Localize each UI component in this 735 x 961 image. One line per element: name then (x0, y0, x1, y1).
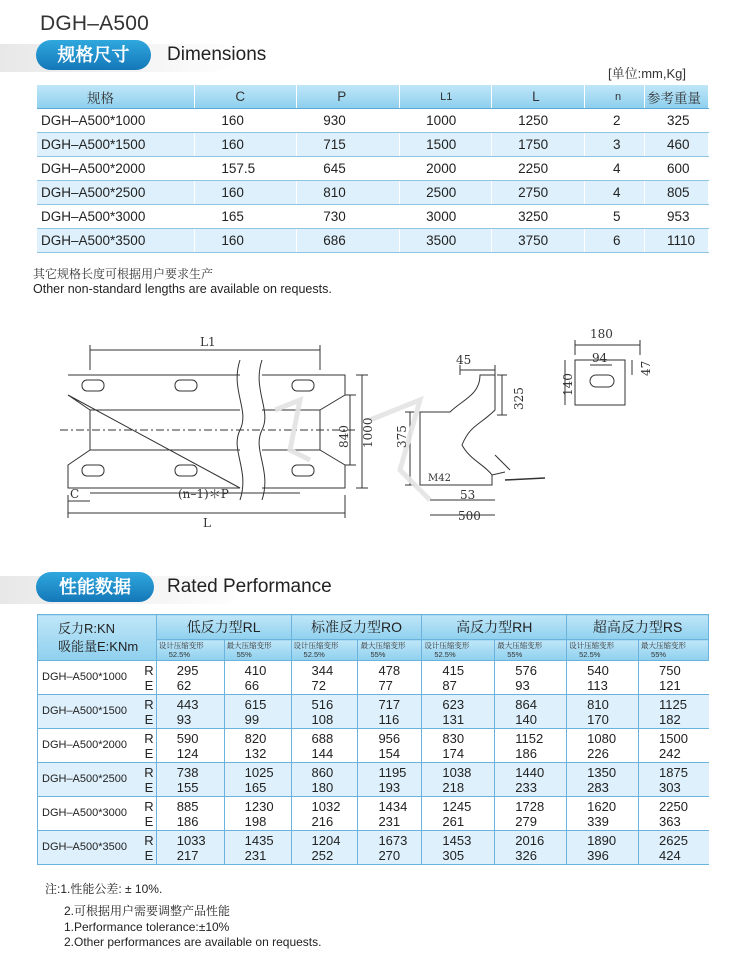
energy-value: 303 (659, 779, 681, 795)
label-np: (n–1)＊P (178, 487, 229, 501)
dim-cell: 645 (297, 157, 400, 181)
energy-value: 182 (659, 711, 681, 727)
energy-value: 216 (311, 813, 334, 829)
label-53: 53 (460, 488, 476, 502)
reaction-value: 1434 (378, 798, 408, 814)
dim-cell: 460 (645, 133, 709, 157)
energy-value: 305 (442, 847, 465, 863)
perf-table-row (38, 661, 709, 695)
reaction-value: 1673 (378, 832, 408, 848)
energy-value: 108 (311, 711, 334, 727)
dim-cell: 1250 (492, 109, 585, 133)
perf-cell-model: DGH–A500*3000 (38, 797, 143, 831)
perf-cell (358, 661, 422, 695)
perf-cell-re (142, 729, 156, 763)
dim-cell-model: DGH–A500*3500 (37, 229, 195, 253)
dim-cell: 1750 (492, 133, 585, 157)
dim-cell: 730 (297, 205, 400, 229)
e-label: E (144, 677, 154, 693)
perf-cell (358, 695, 422, 729)
perf-cell (358, 763, 422, 797)
sub-header-design (422, 640, 495, 661)
perf-cell (567, 797, 639, 831)
sub-header-label: 最大压缩变形 (497, 641, 543, 650)
dim-cell-model: DGH–A500*2500 (37, 181, 195, 205)
energy-value: 116 (378, 711, 400, 727)
group-rh: 高反力型RH (422, 615, 567, 640)
reaction-value: 1245 (442, 798, 472, 814)
label-500: 500 (458, 509, 481, 523)
performance-table (37, 614, 709, 865)
dim-cell: 160 (195, 229, 297, 253)
dim-cell: 160 (195, 133, 297, 157)
reaction-value: 1125 (659, 696, 687, 712)
energy-value: 121 (659, 677, 681, 693)
reaction-value: 1204 (311, 832, 341, 848)
dim-cell: 2250 (492, 157, 585, 181)
corner-reaction-label: 反力R:KN (58, 620, 116, 636)
energy-value: 231 (244, 847, 267, 863)
dim-cell: 5 (585, 205, 645, 229)
perf-cell (495, 831, 567, 865)
dim-cell-model: DGH–A500*2000 (37, 157, 195, 181)
col-header: 规格 (37, 85, 195, 109)
reaction-value: 415 (442, 662, 465, 678)
perf-cell (291, 763, 358, 797)
dim-cell: 600 (645, 157, 709, 181)
mounting-plate-view (565, 340, 640, 405)
perf-cell (495, 661, 567, 695)
energy-value: 396 (587, 847, 609, 863)
group-rl: 低反力型RL (156, 615, 291, 640)
energy-value: 193 (378, 779, 401, 795)
perf-cell (156, 797, 224, 831)
perf-cell-model: DGH–A500*2000 (38, 729, 143, 763)
perf-cell (224, 797, 291, 831)
dim-cell: 160 (195, 109, 297, 133)
energy-value: 270 (378, 847, 401, 863)
unit-label: [单位:mm,Kg] (608, 66, 687, 81)
energy-value: 113 (587, 677, 608, 693)
col-header: n (585, 85, 645, 109)
perf-cell (291, 797, 358, 831)
sub-header-pct: 52.5% (579, 650, 601, 659)
col-header: P (297, 85, 400, 109)
perf-cell (358, 797, 422, 831)
perf-cell (567, 729, 639, 763)
performance-title-cn: 性能数据 (36, 572, 154, 602)
col-header: L (492, 85, 585, 109)
label-m42: M42 (428, 473, 451, 484)
reaction-value: 1453 (442, 832, 472, 848)
energy-value: 155 (176, 779, 199, 795)
perf-cell-re (142, 695, 156, 729)
perf-cell-re (142, 797, 156, 831)
reaction-value: 344 (311, 662, 334, 678)
reaction-value: 1890 (587, 832, 617, 848)
dim-cell: 715 (297, 133, 400, 157)
energy-value: 165 (244, 779, 267, 795)
energy-value: 261 (442, 813, 465, 829)
perf-cell (291, 831, 358, 865)
dim-cell: 4 (585, 157, 645, 181)
perf-cell (639, 695, 709, 729)
reaction-value: 478 (378, 662, 401, 678)
e-label: E (144, 813, 154, 829)
reaction-value: 717 (378, 696, 401, 712)
dim-cell: 157.5 (195, 157, 297, 181)
dim-table-row (37, 133, 709, 157)
dim-cell: 3250 (492, 205, 585, 229)
reaction-value: 1875 (659, 764, 688, 780)
dim-note-en: Other non-standard lengths are available on requests. (33, 282, 332, 296)
col-header: C (195, 85, 297, 109)
energy-value: 198 (244, 813, 267, 829)
reaction-value: 1033 (176, 832, 206, 848)
energy-value: 231 (378, 813, 401, 829)
dim-cell: 2000 (400, 157, 492, 181)
dim-cell: 3500 (400, 229, 492, 253)
footnote-cn-2: 2.可根据用户需要调整产品性能 (64, 904, 231, 918)
perf-cell (358, 729, 422, 763)
dim-cell: 2 (585, 109, 645, 133)
sub-header-label: 最大压缩变形 (641, 641, 687, 650)
energy-value: 186 (176, 813, 199, 829)
r-label: R (144, 832, 154, 848)
reaction-value: 1080 (587, 730, 617, 746)
label-47: 47 (639, 360, 653, 376)
label-C: C (70, 487, 80, 501)
perf-cell (291, 661, 358, 695)
reaction-value: 1350 (587, 764, 617, 780)
reaction-value: 2250 (659, 798, 688, 814)
sub-header-label: 设计压缩变形 (424, 641, 470, 650)
energy-value: 252 (311, 847, 334, 863)
reaction-value: 688 (311, 730, 334, 746)
perf-cell (639, 661, 709, 695)
dim-cell: 2750 (492, 181, 585, 205)
reaction-value: 1440 (515, 764, 545, 780)
label-1000: 1000 (361, 417, 375, 448)
reaction-value: 576 (515, 662, 537, 678)
dim-cell: 2500 (400, 181, 492, 205)
dim-header-row (37, 85, 709, 109)
reaction-value: 2016 (515, 832, 545, 848)
dim-table-row (37, 229, 709, 253)
dim-cell: 810 (297, 181, 400, 205)
r-label: R (144, 662, 154, 678)
reaction-value: 1500 (659, 730, 688, 746)
energy-value: 124 (176, 745, 199, 761)
e-label: E (144, 847, 154, 863)
perf-cell (495, 695, 567, 729)
reaction-value: 2625 (659, 832, 688, 848)
dim-table-row (37, 205, 709, 229)
reaction-value: 750 (659, 662, 681, 678)
reaction-value: 516 (311, 696, 334, 712)
energy-value: 174 (442, 745, 465, 761)
footnote-en-2: 2.Other performances are available on requests. (64, 935, 322, 949)
reaction-value: 885 (176, 798, 199, 814)
perf-cell-re (142, 661, 156, 695)
reaction-value: 443 (176, 696, 199, 712)
energy-value: 217 (176, 847, 199, 863)
reaction-value: 1620 (587, 798, 617, 814)
reaction-value: 830 (442, 730, 465, 746)
perf-cell (156, 729, 224, 763)
reaction-value: 820 (244, 730, 267, 746)
perf-cell (567, 661, 639, 695)
energy-value: 131 (442, 711, 465, 727)
sub-header-pct: 52.5% (168, 650, 191, 659)
perf-cell-model: DGH–A500*3500 (38, 831, 143, 865)
dim-cell: 165 (195, 205, 297, 229)
sub-header-pct: 55% (236, 650, 252, 659)
perf-cell-re (142, 763, 156, 797)
perf-cell (495, 729, 567, 763)
reaction-value: 1032 (311, 798, 341, 814)
e-label: E (144, 745, 154, 761)
energy-value: 144 (311, 745, 334, 761)
sub-header-pct: 55% (651, 650, 667, 659)
dim-cell-model: DGH–A500*1500 (37, 133, 195, 157)
energy-value: 170 (587, 711, 609, 727)
dim-cell: 3 (585, 133, 645, 157)
reaction-value: 956 (378, 730, 401, 746)
group-ro: 标准反力型RO (291, 615, 422, 640)
r-label: R (144, 696, 154, 712)
reaction-value: 1038 (442, 764, 472, 780)
reaction-value: 864 (515, 696, 537, 712)
reaction-value: 738 (176, 764, 199, 780)
dimensions-table (37, 85, 709, 253)
dim-cell: 805 (645, 181, 709, 205)
energy-value: 93 (176, 711, 192, 727)
perf-cell (224, 661, 291, 695)
model-title: DGH–A500 (40, 12, 149, 35)
dim-cell: 325 (645, 109, 709, 133)
reaction-value: 1230 (244, 798, 274, 814)
sub-header-design (291, 640, 358, 661)
energy-value: 233 (515, 779, 537, 795)
perf-cell-model: DGH–A500*2500 (38, 763, 143, 797)
dim-cell-model: DGH–A500*3000 (37, 205, 195, 229)
dim-cell: 3750 (492, 229, 585, 253)
perf-corner-header (38, 615, 157, 661)
sub-header-label: 最大压缩变形 (226, 641, 272, 650)
energy-value: 140 (515, 711, 537, 727)
energy-value: 242 (659, 745, 681, 761)
label-325: 325 (512, 387, 526, 410)
perf-cell (224, 695, 291, 729)
reaction-value: 1152 (515, 730, 544, 746)
energy-value: 154 (378, 745, 401, 761)
sub-header-pct: 55% (507, 650, 523, 659)
energy-value: 62 (176, 677, 192, 693)
perf-cell (156, 661, 224, 695)
perf-cell (639, 763, 709, 797)
sub-header-pct: 52.5% (303, 650, 325, 659)
perf-cell (422, 695, 495, 729)
sub-header-pct: 55% (370, 650, 386, 659)
reaction-value: 295 (176, 662, 199, 678)
energy-value: 87 (442, 677, 457, 693)
sub-header-max (639, 640, 709, 661)
reaction-value: 615 (244, 696, 267, 712)
label-180: 180 (590, 327, 613, 341)
energy-value: 424 (659, 847, 681, 863)
dim-cell-model: DGH–A500*1000 (37, 109, 195, 133)
dim-cell: 686 (297, 229, 400, 253)
col-header: L1 (400, 85, 492, 109)
energy-value: 218 (442, 779, 465, 795)
sub-header-label: 最大压缩变形 (360, 641, 406, 650)
label-94: 94 (592, 351, 608, 365)
perf-cell (422, 797, 495, 831)
perf-cell-model: DGH–A500*1500 (38, 695, 143, 729)
sub-header-label: 设计压缩变形 (569, 641, 615, 650)
reaction-value: 540 (587, 662, 609, 678)
dim-table-row (37, 181, 709, 205)
e-label: E (144, 711, 154, 727)
energy-value: 279 (515, 813, 537, 829)
perf-table-row (38, 695, 709, 729)
r-label: R (144, 730, 154, 746)
corner-energy-label: 吸能量E:KNm (58, 638, 139, 654)
energy-value: 363 (659, 813, 681, 829)
dim-cell: 1110 (645, 229, 709, 253)
dimensions-title-en: Dimensions (167, 44, 267, 65)
label-45: 45 (456, 353, 472, 367)
perf-table-row (38, 729, 709, 763)
reaction-value: 1728 (515, 798, 545, 814)
perf-cell (422, 763, 495, 797)
reaction-value: 623 (442, 696, 465, 712)
perf-cell (224, 729, 291, 763)
perf-cell (156, 763, 224, 797)
dim-table-row (37, 109, 709, 133)
col-header: 参考重量 (645, 85, 709, 109)
perf-cell (156, 831, 224, 865)
perf-cell (639, 797, 709, 831)
energy-value: 226 (587, 745, 609, 761)
reaction-value: 1195 (378, 764, 407, 780)
reaction-value: 1435 (244, 832, 274, 848)
energy-value: 339 (587, 813, 609, 829)
r-label: R (144, 798, 154, 814)
dim-cell: 160 (195, 181, 297, 205)
reaction-value: 410 (244, 662, 267, 678)
perf-cell (495, 797, 567, 831)
label-140: 140 (561, 373, 575, 396)
label-L: L (203, 516, 211, 530)
sub-header-design (156, 640, 224, 661)
technical-drawing (0, 300, 735, 540)
label-L1: L1 (200, 335, 216, 349)
reaction-value: 590 (176, 730, 199, 746)
perf-cell-re (142, 831, 156, 865)
label-375: 375 (395, 425, 409, 448)
reaction-value: 860 (311, 764, 334, 780)
energy-value: 93 (515, 677, 530, 693)
sub-header-max (224, 640, 291, 661)
perf-cell (291, 695, 358, 729)
dim-cell: 1000 (400, 109, 492, 133)
perf-cell (291, 729, 358, 763)
sub-header-max (358, 640, 422, 661)
sub-header-design (567, 640, 639, 661)
perf-cell (639, 831, 709, 865)
label-840: 840 (337, 425, 351, 448)
footnote-cn-1: 注:1.性能公差: ± 10%. (45, 882, 163, 896)
perf-table-row (38, 763, 709, 797)
dim-cell: 930 (297, 109, 400, 133)
energy-value: 180 (311, 779, 334, 795)
dimensions-title-cn: 规格尺寸 (36, 40, 151, 70)
dim-note-cn: 其它规格长度可根据用户要求生产 (33, 267, 214, 281)
perf-table-row (38, 831, 709, 865)
reaction-value: 810 (587, 696, 609, 712)
perf-cell (567, 831, 639, 865)
energy-value: 77 (378, 677, 393, 693)
energy-value: 326 (515, 847, 537, 863)
dim-cell: 4 (585, 181, 645, 205)
perf-cell (639, 729, 709, 763)
perf-cell (567, 763, 639, 797)
sub-header-label: 设计压缩变形 (158, 641, 204, 650)
perf-cell (422, 831, 495, 865)
dim-cell: 3000 (400, 205, 492, 229)
sub-header-label: 设计压缩变形 (293, 641, 339, 650)
sub-header-max (495, 640, 567, 661)
perf-cell (224, 763, 291, 797)
energy-value: 66 (244, 677, 260, 693)
energy-value: 186 (515, 745, 537, 761)
sub-header-pct: 52.5% (434, 650, 456, 659)
perf-cell-model: DGH–A500*1000 (38, 661, 143, 695)
perf-cell (358, 831, 422, 865)
perf-cell (567, 695, 639, 729)
dim-cell: 1500 (400, 133, 492, 157)
energy-value: 132 (244, 745, 267, 761)
dim-table-row (37, 157, 709, 181)
perf-cell (422, 729, 495, 763)
perf-cell (422, 661, 495, 695)
energy-value: 99 (244, 711, 260, 727)
footnote-en-1: 1.Performance tolerance:±10% (64, 920, 230, 934)
performance-title-en: Rated Performance (167, 576, 332, 597)
perf-cell (495, 763, 567, 797)
energy-value: 72 (311, 677, 327, 693)
group-rs: 超高反力型RS (567, 615, 709, 640)
perf-cell (224, 831, 291, 865)
perf-table-row (38, 797, 709, 831)
dim-cell: 953 (645, 205, 709, 229)
r-label: R (144, 764, 154, 780)
dim-cell: 6 (585, 229, 645, 253)
energy-value: 283 (587, 779, 609, 795)
e-label: E (144, 779, 154, 795)
reaction-value: 1025 (244, 764, 274, 780)
perf-cell (156, 695, 224, 729)
